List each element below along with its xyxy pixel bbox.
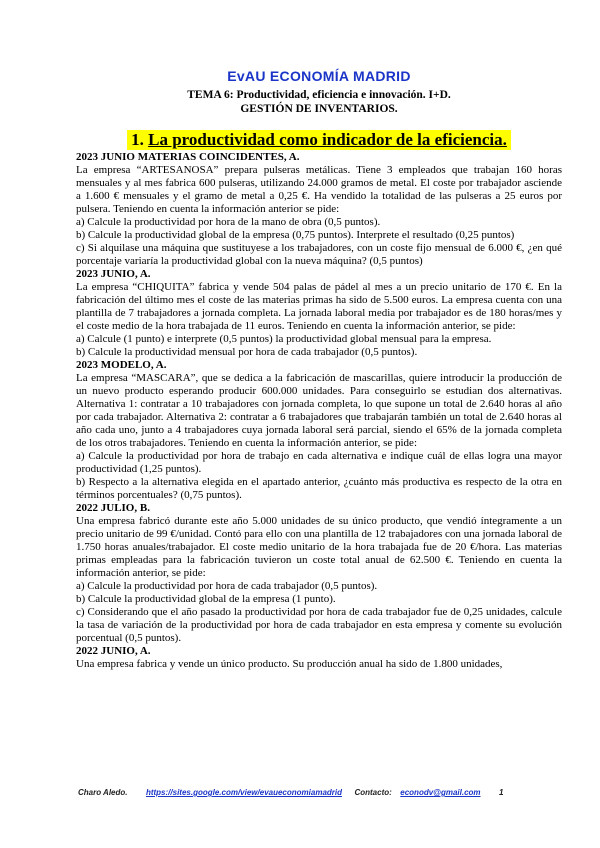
footer-contact-label: Contacto: [354, 788, 392, 797]
exercise-statement: La empresa “ARTESANOSA” prepara pulseras metálicas. Tiene 3 empleados que trabajan 160 horas mensuales y al mes fabrica 600 pulseras, utilizando 24.000 gramos de metal. El coste por trabajador asciende a 1.600 € mensuales y el gramo de metal a 0,25 €. Ha vendido la totalidad de las pulseras a 25 euros por pulsera. Teniendo en cuenta la información anterior se pide: [76, 164, 562, 215]
section-heading [76, 130, 562, 150]
exercise-statement: Una empresa fabricó durante este año 5.000 unidades de su único producto, que vendió íntegramente a un precio unitario de 99 €/unidad. Contó para ello con una plantilla de 12 trabajadores con una jornada laboral de 1.750 horas anuales/trabajador. El coste medio unitario de la hora trabajada fue de 20 €/hora. Las materias primas empleadas para la fabricación tuvieron un coste total anual de 62.500 €. Teniendo en cuenta la información anterior, se pide: [76, 515, 562, 579]
footer-website-link[interactable]: https://sites.google.com/view/evaueconomiamadrid [145, 788, 342, 797]
section-title: La productividad como indicador de la eficiencia. [148, 130, 507, 149]
section-title-highlight [127, 130, 511, 150]
document-subtitle-line1: TEMA 6: Productividad, eficiencia e innovación. I+D. [187, 89, 451, 101]
exercise-question: c) Si alquilase una máquina que sustituyese a los trabajadores, con un coste fijo mensual de 6.000 €, ¿en qué porcentaje variaría la productividad global con la nueva máquina? (0,5 puntos) [76, 242, 562, 267]
exercise-2 [76, 268, 562, 359]
document-page [76, 68, 562, 671]
exercise-heading: 2023 MODELO, A. [76, 359, 167, 371]
exercise-heading: 2023 JUNIO MATERIAS COINCIDENTES, A. [76, 151, 300, 163]
exercise-question: a) Calcule la productividad por hora de cada trabajador (0,5 puntos). [76, 580, 378, 592]
exercise-question: b) Calcule la productividad global de la empresa (0,75 puntos). Interprete el resultado (0,25 puntos) [76, 229, 515, 241]
exercise-question: a) Calcule (1 punto) e interprete (0,5 puntos) la productividad global mensual para la empresa. [76, 333, 492, 345]
exercise-heading: 2023 JUNIO, A. [76, 268, 151, 280]
exercise-question: b) Calcule la productividad global de la empresa (1 punto). [76, 593, 336, 605]
exercise-heading: 2022 JULIO, B. [76, 502, 150, 514]
document-subtitle-line2: GESTIÓN DE INVENTARIOS. [240, 103, 398, 115]
exercise-question: b) Calcule la productividad mensual por hora de cada trabajador (0,5 puntos). [76, 346, 418, 358]
exercise-3 [76, 359, 562, 502]
section-number: 1. [131, 130, 144, 149]
footer-email-link[interactable]: econodv@gmail.com [400, 788, 481, 797]
exercise-4 [76, 502, 562, 645]
exercise-question: c) Considerando que el año pasado la productividad por hora de cada trabajador fue de 0,25 unidades, calcule la tasa de variación de la productividad por hora de cada trabajador en esta empresa y comente su evolución porcentual (0,5 puntos). [76, 606, 562, 644]
page-footer [78, 788, 538, 797]
exercise-statement: La empresa “CHIQUITA” fabrica y vende 504 palas de pádel al mes a un precio unitario de 170 €. En la fabricación del último mes el coste de las materias primas ha sido de 5.500 euros. La empresa cuenta con una plantilla de 7 trabajadores a jornada completa. La jornada laboral media por trabajador es de 180 horas/mes y el coste medio de la hora trabajada de 11 euros. Teniendo en cuenta la información anterior, se pide: [76, 281, 562, 332]
exercise-statement: Una empresa fabrica y vende un único producto. Su producción anual ha sido de 1.800 unidades, [76, 658, 503, 670]
exercise-heading: 2022 JUNIO, A. [76, 645, 151, 657]
footer-author: Charo Aledo. [78, 788, 128, 797]
exercise-question: a) Calcule la productividad por hora de trabajo en cada alternativa e indique cuál de ellas logra una mayor productividad (1,25 puntos). [76, 450, 562, 475]
exercise-5 [76, 645, 562, 671]
exercise-1 [76, 151, 562, 268]
page-number: 1 [499, 788, 504, 797]
exercise-question: a) Calcule la productividad por hora de la mano de obra (0,5 puntos). [76, 216, 381, 228]
document-title: EvAU ECONOMÍA MADRID [227, 68, 411, 84]
exercise-question: b) Respecto a la alternativa elegida en el apartado anterior, ¿cuánto más productiva es respecto de la otra en términos porcentuales? (0,75 puntos). [76, 476, 562, 501]
exercise-statement: La empresa “MASCARA”, que se dedica a la fabricación de mascarillas, quiere introducir la producción de un nuevo producto esperando producir 600.000 unidades. Para conseguirlo se estudian dos alternativas. Alternativa 1: contratar a 10 trabajadores con jornada completa, lo que supone un total de 2.640 horas al año por cada trabajador. Alternativa 2: contratar a 6 trabajadores que trabajarán también un total de 2.640 horas al año cada uno, junto a 4 trabajadores cuya jornada laboral será parcial, siendo el 65% de la jornada completa de los otros trabajadores. Teniendo en cuenta la información anterior, se pide: [76, 372, 562, 449]
